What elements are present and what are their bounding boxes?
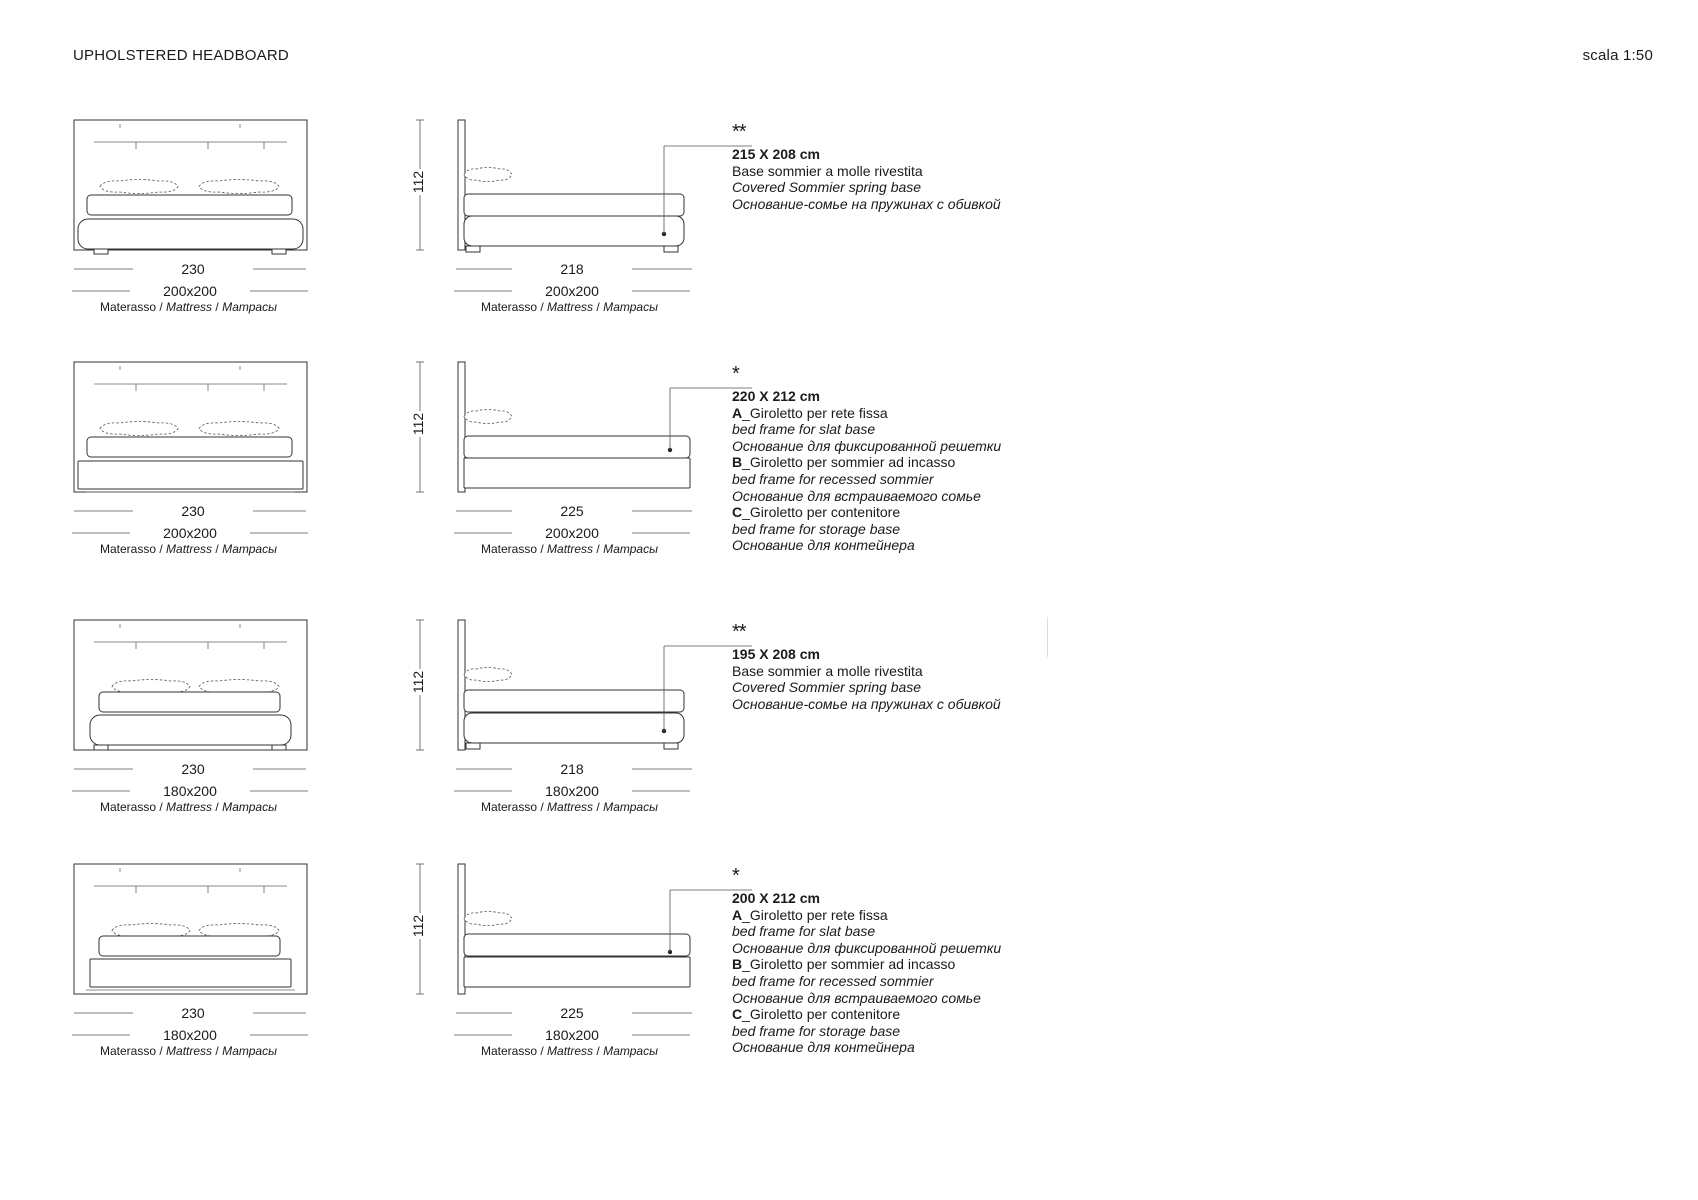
spec-line: B_Giroletto per sommier ad incasso: [732, 454, 956, 471]
spec-block: [732, 622, 1001, 712]
scale-label: scala 1:50: [1582, 47, 1653, 64]
product-row: [0, 354, 1698, 594]
spec-line: A_Giroletto per rete fissa: [732, 404, 888, 421]
pillow-outline: [464, 668, 512, 682]
product-row: [0, 856, 1698, 1096]
side-length-label: 218: [512, 761, 632, 777]
spec-line: Основание-сомье на пружинах с обивкой: [732, 195, 1001, 212]
front-width-label: 230: [133, 503, 253, 519]
mattress-caption: Materasso / Mattress / Матрасы: [100, 1044, 277, 1058]
height-label: 112: [410, 670, 427, 694]
spec-line: bed frame for storage base: [732, 1022, 901, 1039]
mattress-caption: Materasso / Mattress / Матрасы: [481, 800, 658, 814]
mattress-caption: Materasso / Mattress / Матрасы: [481, 300, 658, 314]
spec-line: Основание для контейнера: [732, 1039, 915, 1056]
spec-line: Основание для контейнера: [732, 537, 915, 554]
spec-line: Основание для фиксированной решетки: [732, 437, 1002, 454]
product-row: [0, 112, 1698, 352]
spec-line: Base sommier a molle rivestita: [732, 662, 923, 679]
mattress-size-label: 180x200: [512, 783, 632, 799]
spec-line: Основание для фиксированной решетки: [732, 939, 1002, 956]
mattress-side: [464, 436, 690, 458]
height-label: 112: [410, 170, 427, 194]
size-label: 220 X 212 cm: [732, 388, 820, 404]
mattress-caption: Materasso / Mattress / Матрасы: [100, 300, 277, 314]
spec-line: bed frame for slat base: [732, 923, 876, 940]
base-side: [464, 957, 690, 987]
spec-line: bed frame for recessed sommier: [732, 470, 934, 487]
mattress-side: [464, 194, 684, 216]
pillow-outline: [100, 180, 178, 194]
bed-base-outline: [90, 715, 291, 745]
front-width-label: 230: [133, 1005, 253, 1021]
asterisk-marker: **: [732, 121, 746, 143]
bed-base-outline: [78, 219, 303, 249]
pillow-outline: [464, 912, 512, 926]
spec-line: C_Giroletto per contenitore: [732, 1006, 901, 1023]
pillow-outline: [112, 680, 190, 694]
spec-line: B_Giroletto per sommier ad incasso: [732, 956, 956, 973]
mattress-side: [464, 934, 690, 956]
asterisk-marker: *: [732, 363, 739, 385]
bed-base-outline: [90, 959, 291, 987]
divider-mark: [1047, 617, 1048, 657]
mattress-outline: [87, 437, 292, 457]
spec-line: bed frame for storage base: [732, 520, 901, 537]
mattress-outline: [99, 692, 280, 712]
side-length-label: 218: [512, 261, 632, 277]
mattress-outline: [99, 936, 280, 956]
side-length-label: 225: [512, 503, 632, 519]
height-label: 112: [410, 914, 427, 938]
size-label: 215 X 208 cm: [732, 146, 820, 162]
spec-block: [732, 122, 1001, 212]
base-side: [464, 216, 684, 246]
mattress-size-label: 200x200: [512, 525, 632, 541]
side-length-label: 225: [512, 1005, 632, 1021]
pillow-outline: [199, 180, 279, 194]
pillow-outline: [199, 422, 279, 436]
front-width-label: 230: [133, 261, 253, 277]
mattress-outline: [87, 195, 292, 215]
spec-line: Base sommier a molle rivestita: [732, 162, 923, 179]
spec-block: [732, 364, 1001, 554]
bed-base-outline: [78, 461, 303, 489]
pillow-outline: [464, 168, 512, 182]
product-row: [0, 612, 1698, 852]
asterisk-marker: *: [732, 865, 739, 887]
front-width-label: 230: [133, 761, 253, 777]
spec-line: Covered Sommier spring base: [732, 179, 922, 196]
mattress-size-label: 180x200: [512, 1027, 632, 1043]
height-label: 112: [410, 412, 427, 436]
spec-line: A_Giroletto per rete fissa: [732, 906, 888, 923]
pillow-outline: [199, 924, 279, 938]
asterisk-marker: **: [732, 621, 746, 643]
spec-block: [732, 866, 1001, 1056]
page-title: UPHOLSTERED HEADBOARD: [73, 47, 289, 64]
spec-line: Основание для встраиваемого сомье: [732, 487, 981, 504]
base-side: [464, 713, 684, 743]
pillow-outline: [100, 422, 178, 436]
mattress-caption: Materasso / Mattress / Матрасы: [100, 542, 277, 556]
spec-line: bed frame for slat base: [732, 421, 876, 438]
size-label: 200 X 212 cm: [732, 890, 820, 906]
spec-line: bed frame for recessed sommier: [732, 972, 934, 989]
spec-line: Основание для встраиваемого сомье: [732, 989, 981, 1006]
size-label: 195 X 208 cm: [732, 646, 820, 662]
mattress-size-label: 200x200: [512, 283, 632, 299]
mattress-size-label: 200x200: [130, 525, 250, 541]
mattress-size-label: 180x200: [130, 1027, 250, 1043]
pillow-outline: [112, 924, 190, 938]
spec-line: C_Giroletto per contenitore: [732, 504, 901, 521]
spec-line: Основание-сомье на пружинах с обивкой: [732, 695, 1001, 712]
mattress-size-label: 180x200: [130, 783, 250, 799]
pillow-outline: [199, 680, 279, 694]
base-side: [464, 458, 690, 488]
mattress-caption: Materasso / Mattress / Матрасы: [481, 542, 658, 556]
mattress-caption: Materasso / Mattress / Матрасы: [481, 1044, 658, 1058]
spec-line: Covered Sommier spring base: [732, 679, 922, 696]
pillow-outline: [464, 410, 512, 424]
mattress-side: [464, 690, 684, 712]
mattress-size-label: 200x200: [130, 283, 250, 299]
mattress-caption: Materasso / Mattress / Матрасы: [100, 800, 277, 814]
